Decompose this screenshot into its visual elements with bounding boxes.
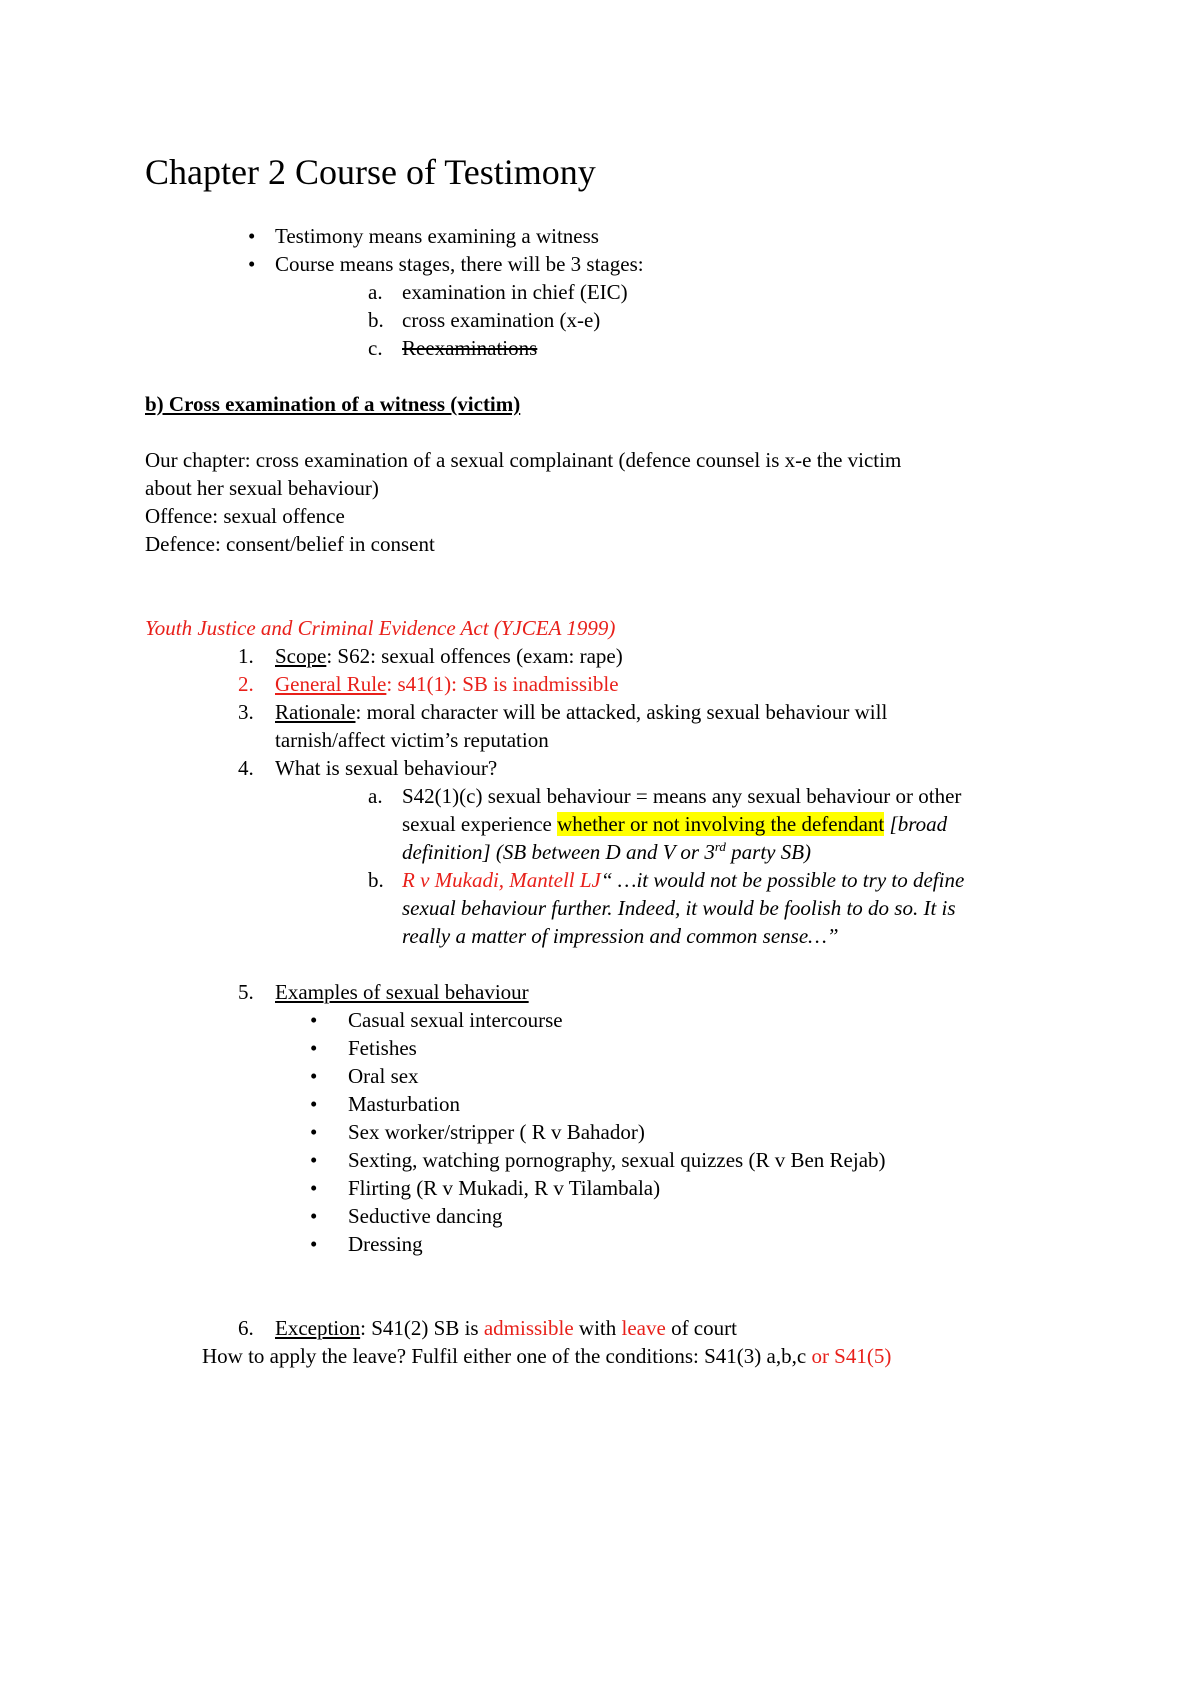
intro-bullet: Testimony means examining a witness: [275, 224, 599, 248]
chapter-description: about her sexual behaviour): [145, 476, 379, 500]
rationale-text: : moral character will be attacked, asking sexual behaviour will: [355, 700, 888, 724]
list-marker: 5.: [238, 980, 254, 1004]
bullet-icon: •: [310, 1008, 318, 1032]
scope-item: [275, 642, 623, 670]
example-item: Seductive dancing: [348, 1204, 503, 1228]
definition-text: sexual experience: [402, 812, 558, 836]
list-marker: a.: [368, 784, 383, 808]
leave-condition-alt: or S41(5): [811, 1344, 892, 1368]
scope-label: Scope: [275, 644, 327, 668]
bullet-icon: •: [310, 1232, 318, 1256]
bullet-icon: •: [310, 1204, 318, 1228]
list-marker: 4.: [238, 756, 254, 780]
general-rule-text: : s41(1): SB is inadmissible: [386, 672, 619, 696]
case-name: R v Mukadi, Mantell LJ: [402, 868, 601, 892]
bullet-icon: •: [310, 1064, 318, 1088]
examples-heading: Examples of sexual behaviour: [275, 980, 529, 1004]
highlighted-text: whether or not involving the defendant: [557, 812, 885, 836]
exception-label: Exception: [275, 1316, 361, 1340]
scope-text: : S62: sexual offences (exam: rape): [326, 644, 623, 668]
definition-line: [402, 810, 947, 838]
example-item: Casual sexual intercourse: [348, 1008, 563, 1032]
stage-item: examination in chief (EIC): [402, 280, 628, 304]
case-quote: sexual behaviour further. Indeed, it would be foolish to do so. It is: [402, 896, 956, 920]
example-item: Sexting, watching pornography, sexual quizzes (R v Ben Rejab): [348, 1148, 886, 1172]
example-item: Fetishes: [348, 1036, 417, 1060]
case-quote: “ …it would not be possible to try to define: [600, 868, 965, 892]
leave-word: leave: [621, 1316, 666, 1340]
example-item: Sex worker/stripper ( R v Bahador): [348, 1120, 645, 1144]
offence-line: Offence: sexual offence: [145, 504, 345, 528]
bullet-icon: •: [248, 224, 256, 248]
bullet-icon: •: [310, 1176, 318, 1200]
stage-item: cross examination (x-e): [402, 308, 601, 332]
case-quote-line: [402, 866, 964, 894]
definition-note: party SB): [725, 840, 812, 864]
definition-note: [broad: [884, 812, 948, 836]
bullet-icon: •: [310, 1092, 318, 1116]
stage-item-struck: Reexaminations: [402, 336, 538, 360]
definition-line: [402, 838, 811, 866]
list-marker: 3.: [238, 700, 254, 724]
chapter-description: Our chapter: cross examination of a sexual complainant (defence counsel is x-e the victim: [145, 448, 902, 472]
leave-condition-text: How to apply the leave? Fulfil either one of the conditions: S41(3) a,b,c: [202, 1344, 812, 1368]
exception-text: with: [573, 1316, 622, 1340]
page-title: Chapter 2 Course of Testimony: [145, 152, 596, 192]
list-marker: b.: [368, 868, 384, 892]
bullet-icon: •: [310, 1120, 318, 1144]
example-item: Flirting (R v Mukadi, R v Tilambala): [348, 1176, 661, 1200]
leave-condition-line: [202, 1342, 891, 1370]
example-item: Oral sex: [348, 1064, 419, 1088]
rationale-item: [275, 698, 887, 726]
general-rule-item: [275, 670, 619, 698]
act-title: Youth Justice and Criminal Evidence Act (YJCEA 1999): [145, 616, 616, 640]
sexual-behaviour-question: What is sexual behaviour?: [275, 756, 498, 780]
list-marker: a.: [368, 280, 383, 304]
list-marker: c.: [368, 336, 383, 360]
general-rule-label: General Rule: [275, 672, 387, 696]
example-item: Masturbation: [348, 1092, 460, 1116]
example-item: Dressing: [348, 1232, 423, 1256]
exception-text: : S41(2) SB is: [360, 1316, 484, 1340]
intro-bullet: Course means stages, there will be 3 stages:: [275, 252, 644, 276]
list-marker: b.: [368, 308, 384, 332]
admissible-word: admissible: [483, 1316, 574, 1340]
definition-line: S42(1)(c) sexual behaviour = means any sexual behaviour or other: [402, 784, 962, 808]
exception-text: of court: [665, 1316, 737, 1340]
bullet-icon: •: [310, 1148, 318, 1172]
bullet-icon: •: [248, 252, 256, 276]
list-marker: 6.: [238, 1316, 254, 1340]
exception-item: [275, 1314, 737, 1342]
ordinal-suffix: rd: [714, 839, 726, 854]
defence-line: Defence: consent/belief in consent: [145, 532, 435, 556]
list-marker: 2.: [238, 672, 254, 696]
rationale-label: Rationale: [275, 700, 356, 724]
list-marker: 1.: [238, 644, 254, 668]
section-heading: b) Cross examination of a witness (victim): [145, 392, 521, 416]
definition-note: definition] (SB between D and V or 3: [402, 840, 715, 864]
case-quote: really a matter of impression and common sense…”: [402, 924, 839, 948]
bullet-icon: •: [310, 1036, 318, 1060]
rationale-text-cont: tarnish/affect victim’s reputation: [275, 728, 549, 752]
